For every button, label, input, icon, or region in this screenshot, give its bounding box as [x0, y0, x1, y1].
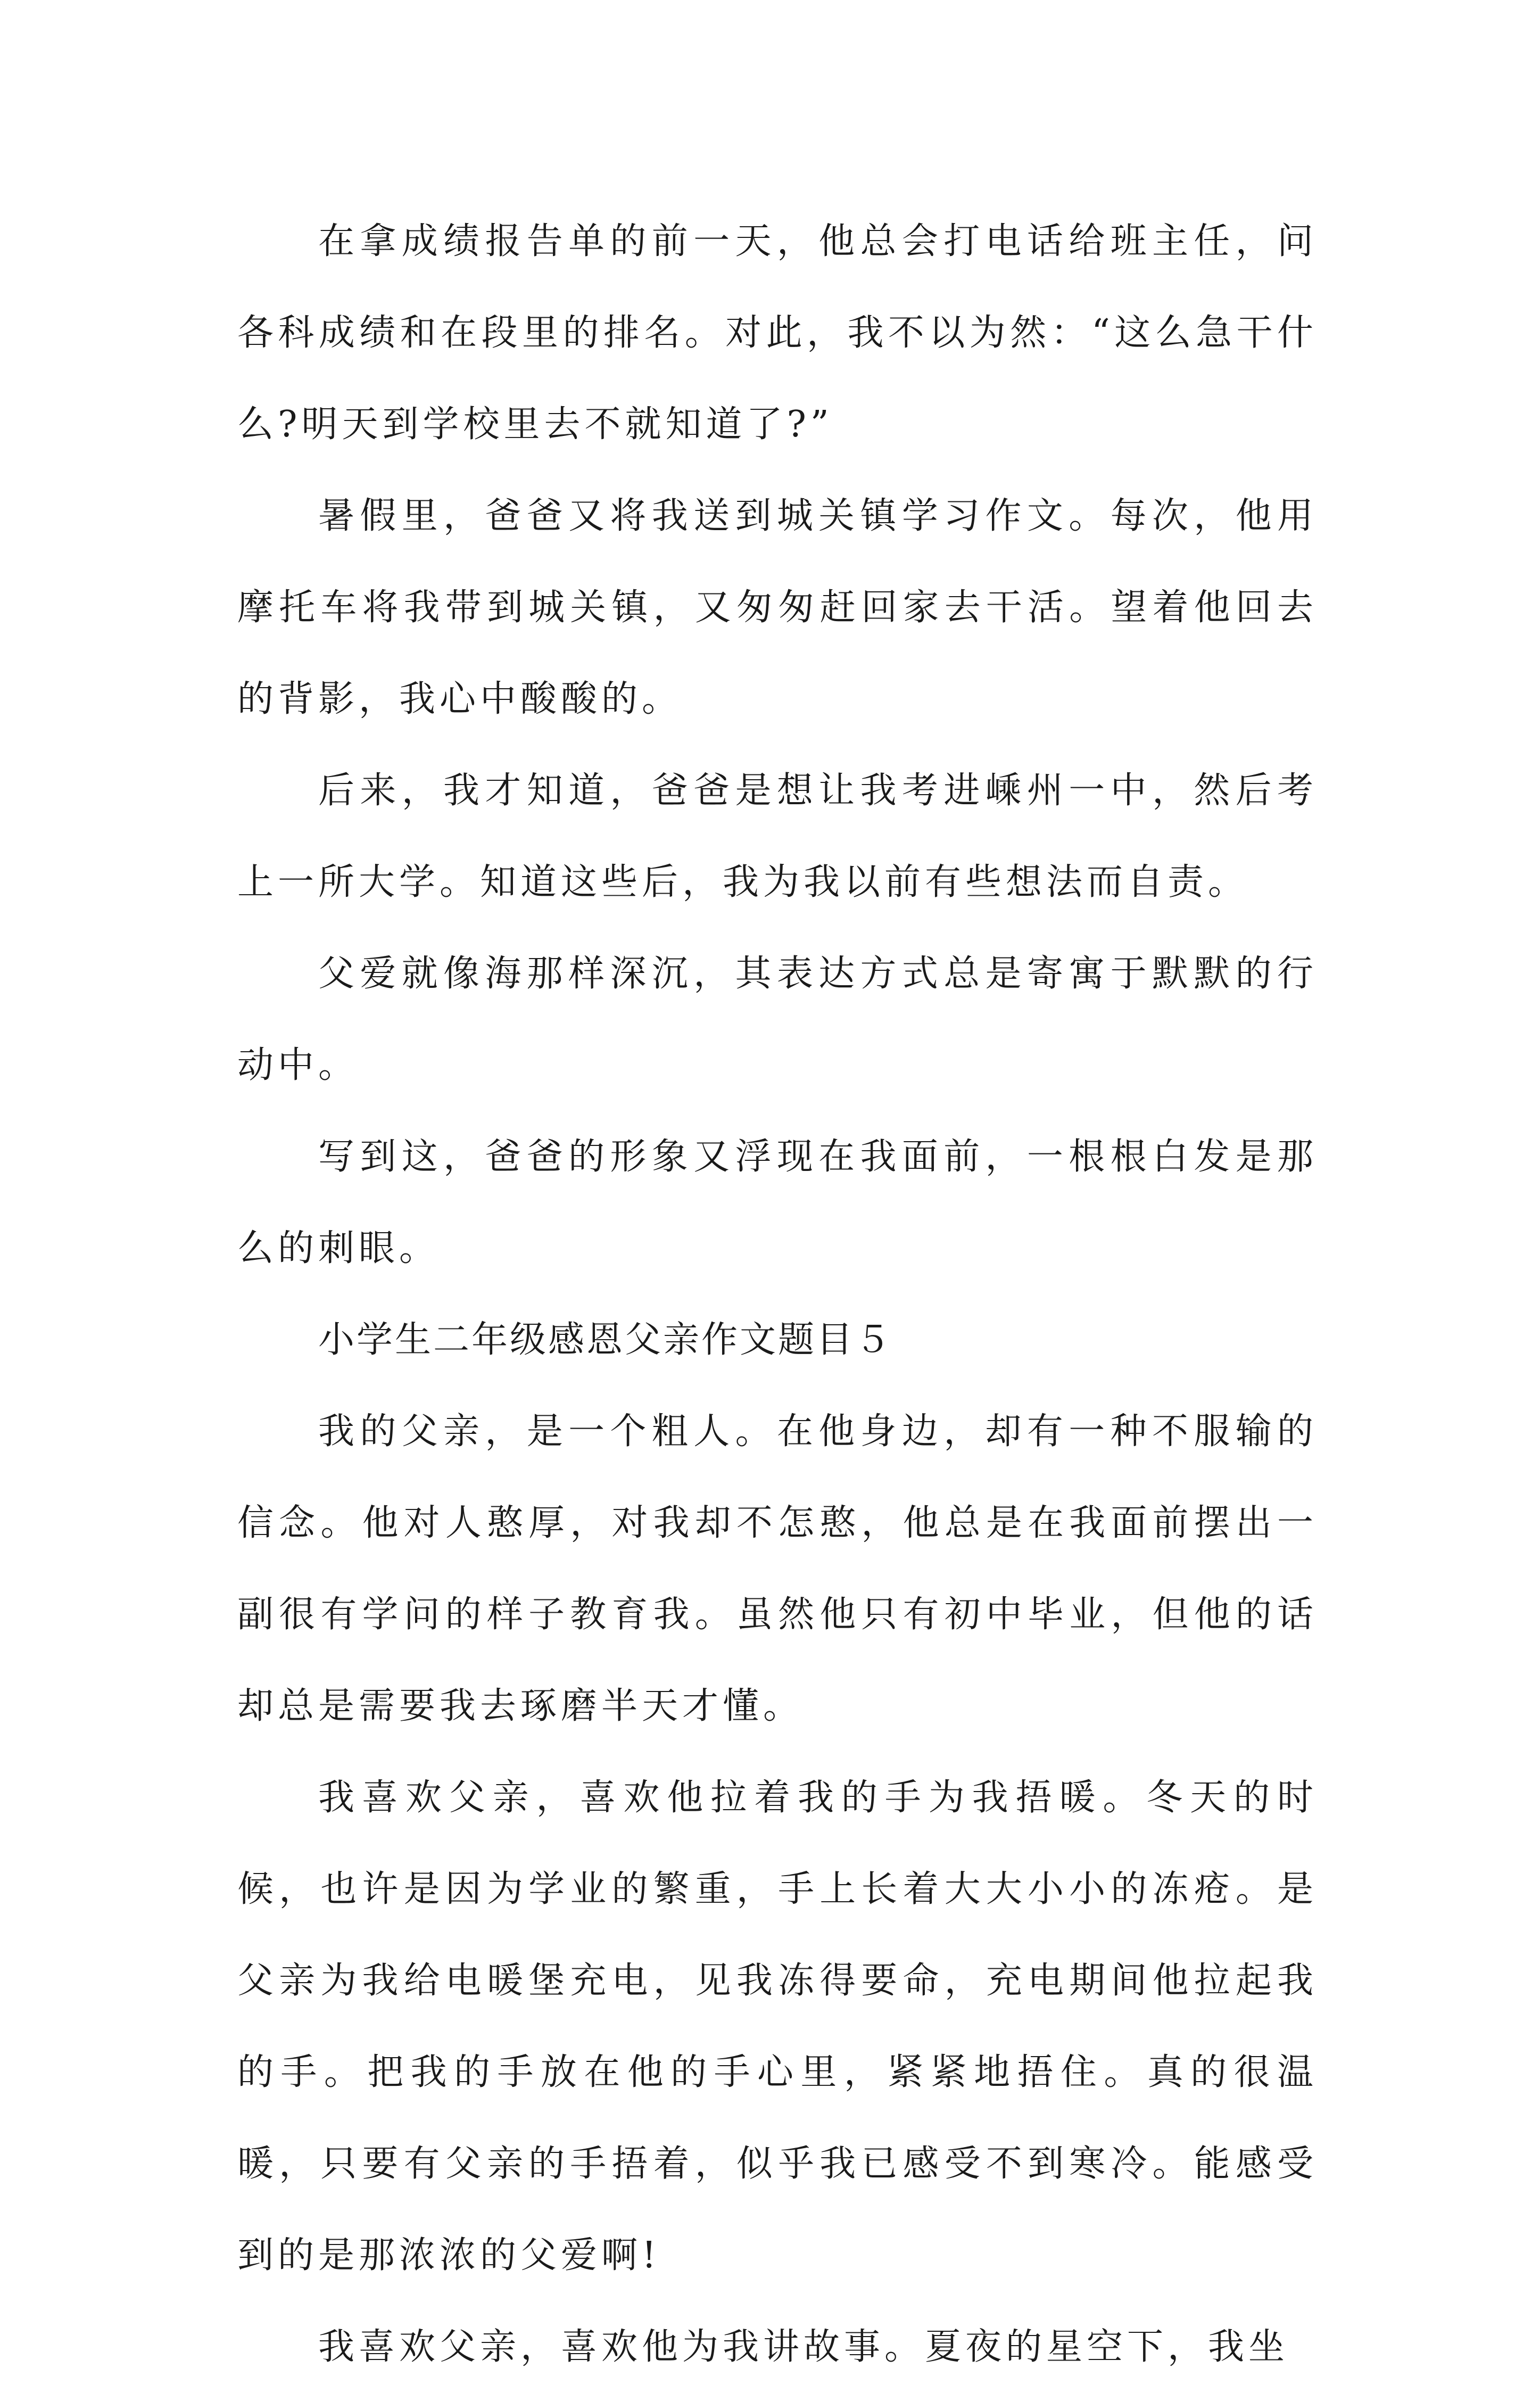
section-heading: 小学生二年级感恩父亲作文题目５ — [318, 1319, 893, 1361]
paragraph: 在拿成绩报告单的前一天，他总会打电话给班主任，问各科成绩和在段里的排名。对此，我不以为然：“这么急干什么?明天到学校里去不就知道了?” — [237, 220, 1318, 445]
paragraph: 父爱就像海那样深沉，其表达方式总是寄寓于默默的行动中。 — [237, 953, 1318, 1086]
paragraph: 我的父亲，是一个粗人。在他身边，却有一种不服输的信念。他对人憨厚，对我却不怎憨，他总是在我面前摆出一副很有学问的样子教育我。虽然他只有初中毕业，但他的话却总是需要我去琢磨半天才懂。 — [237, 1410, 1318, 1727]
paragraph: 后来，我才知道，爸爸是想让我考进嵊州一中，然后考上一所大学。知道这些后，我为我以前有些想法而自责。 — [237, 770, 1318, 903]
document-body — [237, 196, 1318, 2393]
paragraph: 我喜欢父亲，喜欢他为我讲故事。夏夜的星空下，我坐 — [318, 2326, 1289, 2368]
paragraph: 我喜欢父亲，喜欢他拉着我的手为我捂暖。冬天的时候，也许是因为学业的繁重，手上长着大大小小的冻疮。是父亲为我给电暖堡充电，见我冻得要命，充电期间他拉起我的手。把我的手放在他的手心里，紧紧地捂住。真的很温暖，只要有父亲的手捂着，似乎我已感受不到寒冷。能感受到的是那浓浓的父爱啊! — [237, 1777, 1318, 2276]
paragraph: 写到这，爸爸的形象又浮现在我面前，一根根白发是那么的刺眼。 — [237, 1136, 1318, 1269]
paragraph: 暑假里，爸爸又将我送到城关镇学习作文。每次，他用摩托车将我带到城关镇，又匆匆赶回家去干活。望着他回去的背影，我心中酸酸的。 — [237, 495, 1318, 720]
